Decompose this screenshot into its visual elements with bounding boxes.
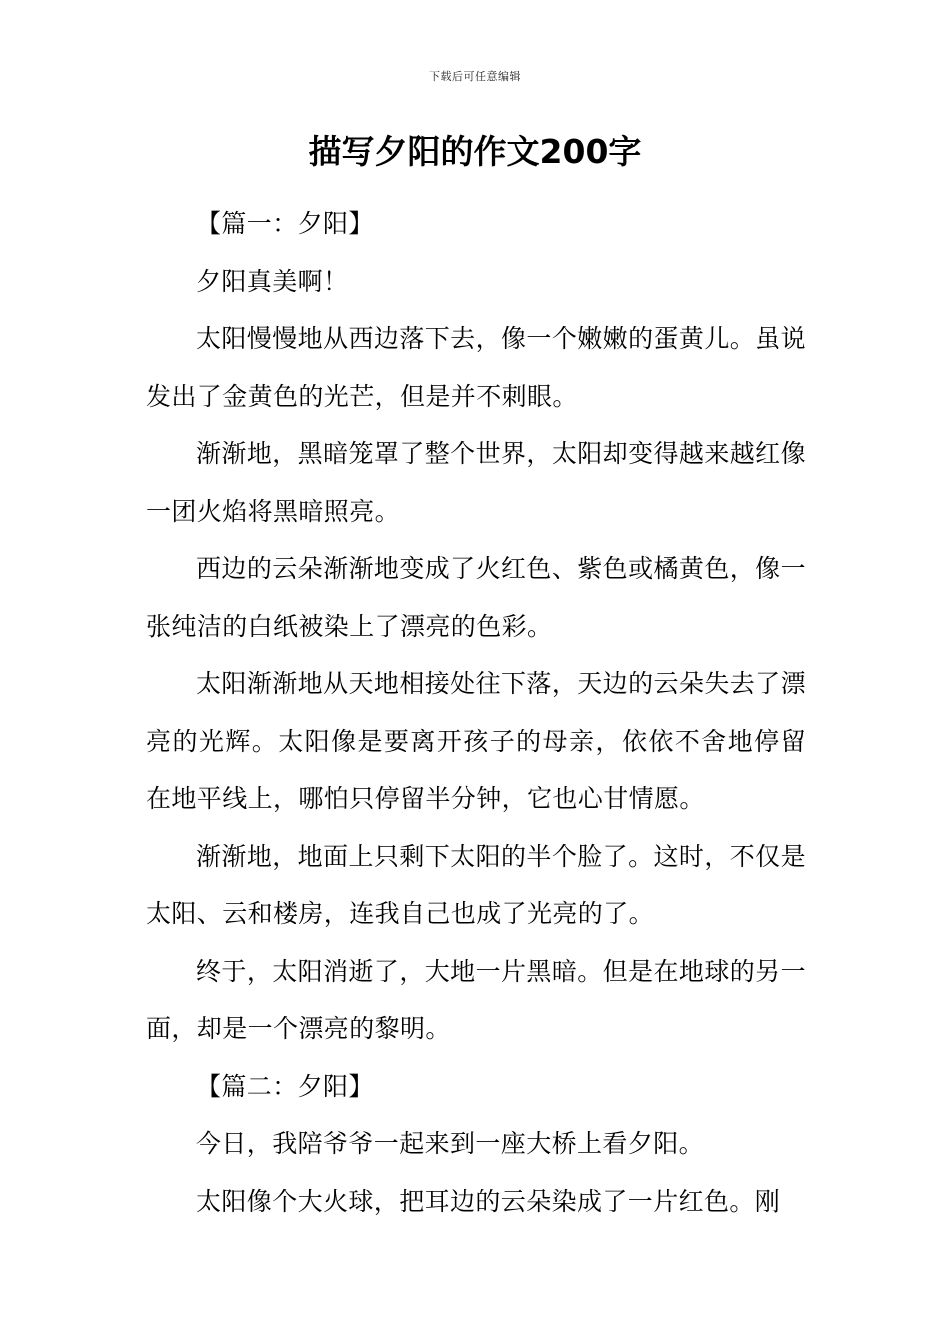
paragraph: 夕阳真美啊！ — [196, 266, 349, 296]
section-heading-1: 【篇一：夕阳】 — [196, 209, 374, 238]
paragraph: 渐渐地，地面上只剩下太阳的半个脸了。这时，不仅是太阳、云和楼房，连我自己也成了光亮的了。 — [146, 841, 806, 928]
paragraph: 西边的云朵渐渐地变成了火红色、紫色或橘黄色，像一张纯洁的白纸被染上了漂亮的色彩。 — [146, 554, 806, 641]
paragraph: 太阳像个大火球，把耳边的云朵染成了一片红色。刚 — [196, 1186, 781, 1216]
paragraph: 终于，太阳消逝了，大地一片黑暗。但是在地球的另一面，却是一个漂亮的黎明。 — [146, 956, 806, 1043]
paragraph: 太阳渐渐地从天地相接处往下落，天边的云朵失去了漂亮的光辉。太阳像是要离开孩子的母亲，依依不舍地停留在地平线上，哪怕只停留半分钟，它也心甘情愿。 — [146, 669, 806, 813]
section-heading-2: 【篇二：夕阳】 — [196, 1071, 374, 1101]
page-header-note: 下载后可任意编辑 — [429, 70, 521, 83]
paragraph: 今日，我陪爷爷一起来到一座大桥上看夕阳。 — [196, 1129, 705, 1158]
paragraph: 太阳慢慢地从西边落下去，像一个嫩嫩的蛋黄儿。虽说发出了金黄色的光芒，但是并不刺眼。 — [146, 324, 806, 411]
paragraph: 渐渐地，黑暗笼罩了整个世界，太阳却变得越来越红像一团火焰将黑暗照亮。 — [146, 439, 806, 526]
document-body — [146, 195, 806, 1230]
document-title: 描写夕阳的作文200字 — [308, 132, 642, 171]
